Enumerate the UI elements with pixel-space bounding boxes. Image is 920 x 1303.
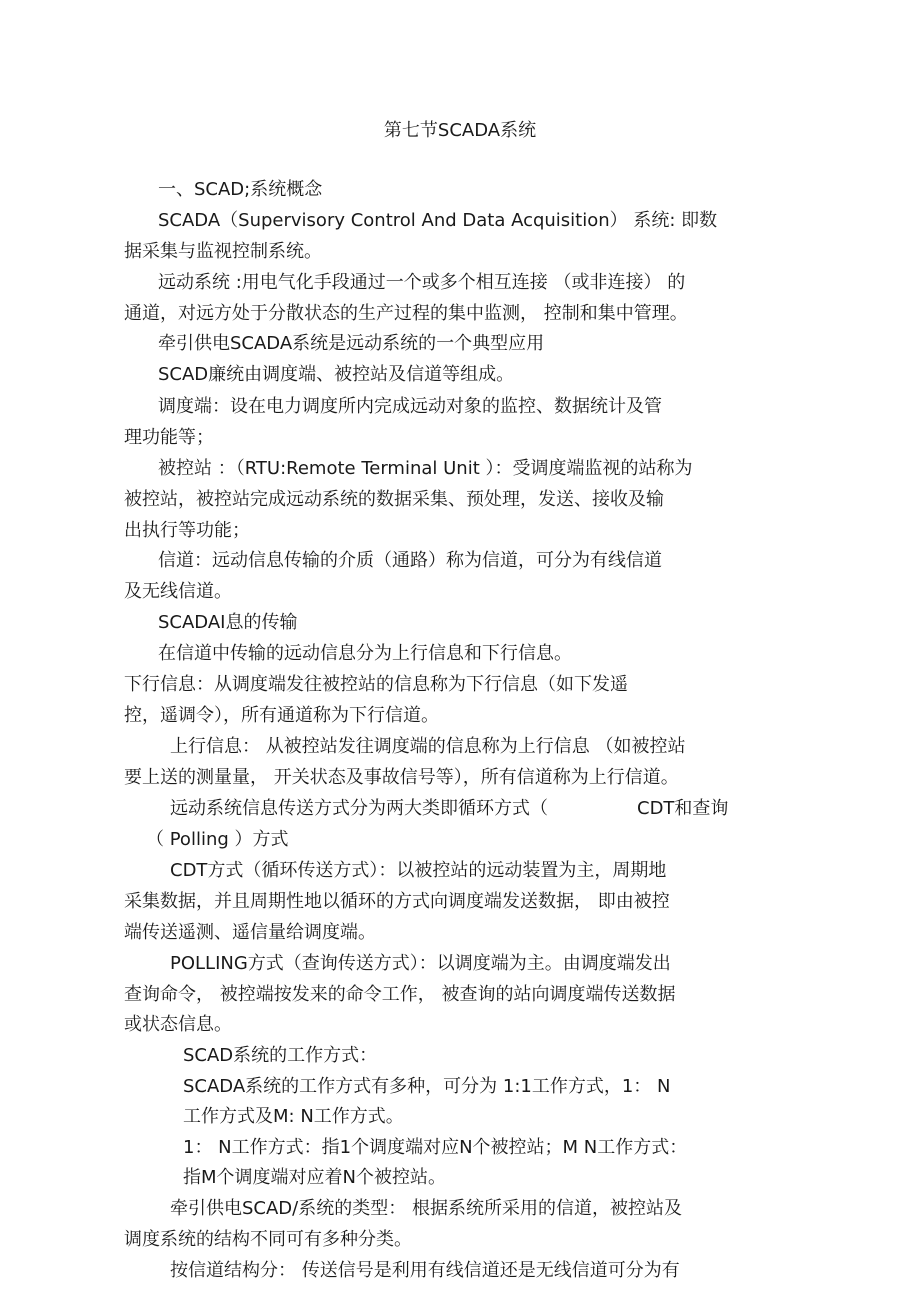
text-line: 被控站 ：（RTU:Remote Terminal Unit ）：受调度端监视的站称为: [158, 458, 693, 479]
text-line: 据采集与监视控制系统。: [124, 241, 322, 262]
text-line: 工作方式及M: N工作方式。: [183, 1106, 404, 1127]
text-line: SCADAI息的传输: [158, 612, 298, 633]
text-line: 要上送的测量量， 开关状态及事故信号等），所有信道称为上行信道。: [124, 767, 679, 788]
text-line: 端传送遥测、遥信量给调度端。: [124, 922, 376, 943]
text-line: 及无线信道。: [124, 581, 232, 602]
text-line: 下行信息：从调度端发往被控站的信息称为下行信息（如下发遥: [124, 674, 628, 695]
text-line: 控，遥调令），所有通道称为下行信道。: [124, 705, 439, 726]
text-line: 远动系统 :用电气化手段通过一个或多个相互连接 （或非连接） 的: [158, 272, 686, 293]
text-line: 信道：远动信息传输的介质（通路）称为信道，可分为有线信道: [158, 550, 662, 571]
text-line: 上行信息： 从被控站发往调度端的信息称为上行信息 （如被控站: [170, 736, 686, 757]
text-line: 通道，对远方处于分散状态的生产过程的集中监测， 控制和集中管理。: [124, 303, 688, 324]
text-line: 或状态信息。: [124, 1014, 232, 1035]
text-line: SCAD系统的工作方式：: [183, 1045, 378, 1066]
text-line: SCAD廉统由调度端、被控站及信道等组成。: [158, 364, 515, 385]
text-line: 远动系统信息传送方式分为两大类即循环方式（: [170, 798, 548, 819]
text-line: （ Polling ）方式: [146, 829, 289, 850]
text-line: 采集数据，并且周期性地以循环的方式向调度端发送数据， 即由被控: [124, 891, 670, 912]
text-line: POLLING方式（查询传送方式）：以调度端为主。由调度端发出: [170, 953, 671, 974]
text-line: SCADA（Supervisory Control And Data Acquisition） 系统: 即数: [158, 210, 718, 231]
text-line: 一、SCAD;系统概念: [158, 179, 323, 200]
text-line: 查询命令， 被控端按发来的命令工作， 被查询的站向调度端传送数据: [124, 984, 676, 1005]
document-title: 第七节SCADA系统: [383, 120, 537, 141]
text-line: 牵引供电SCAD/系统的类型： 根据系统所采用的信道，被控站及: [170, 1198, 682, 1219]
text-line: 调度系统的结构不同可有多种分类。: [124, 1229, 412, 1250]
text-line: 1： N工作方式：指1个调度端对应N个被控站；M N工作方式：: [183, 1137, 688, 1158]
text-line: SCADA系统的工作方式有多种，可分为 1:1工作方式，1： N: [183, 1076, 671, 1097]
text-line: 调度端：设在电力调度所内完成远动对象的监控、数据统计及管: [158, 396, 662, 417]
text-line: 在信道中传输的远动信息分为上行信息和下行信息。: [158, 643, 572, 664]
text-line: CDT和查询: [637, 798, 729, 819]
text-line: 牵引供电SCADA系统是远动系统的一个典型应用: [158, 333, 545, 354]
text-line: 指M个调度端对应着N个被控站。: [183, 1167, 446, 1188]
text-line: 被控站，被控站完成远动系统的数据采集、预处理，发送、接收及输: [124, 489, 664, 510]
text-line: 理功能等；: [124, 427, 214, 448]
text-line: 出执行等功能；: [124, 520, 250, 541]
text-line: CDT方式（循环传送方式）：以被控站的远动装置为主，周期地: [170, 860, 667, 881]
text-line: 按信道结构分： 传送信号是利用有线信道还是无线信道可分为有: [170, 1260, 680, 1281]
